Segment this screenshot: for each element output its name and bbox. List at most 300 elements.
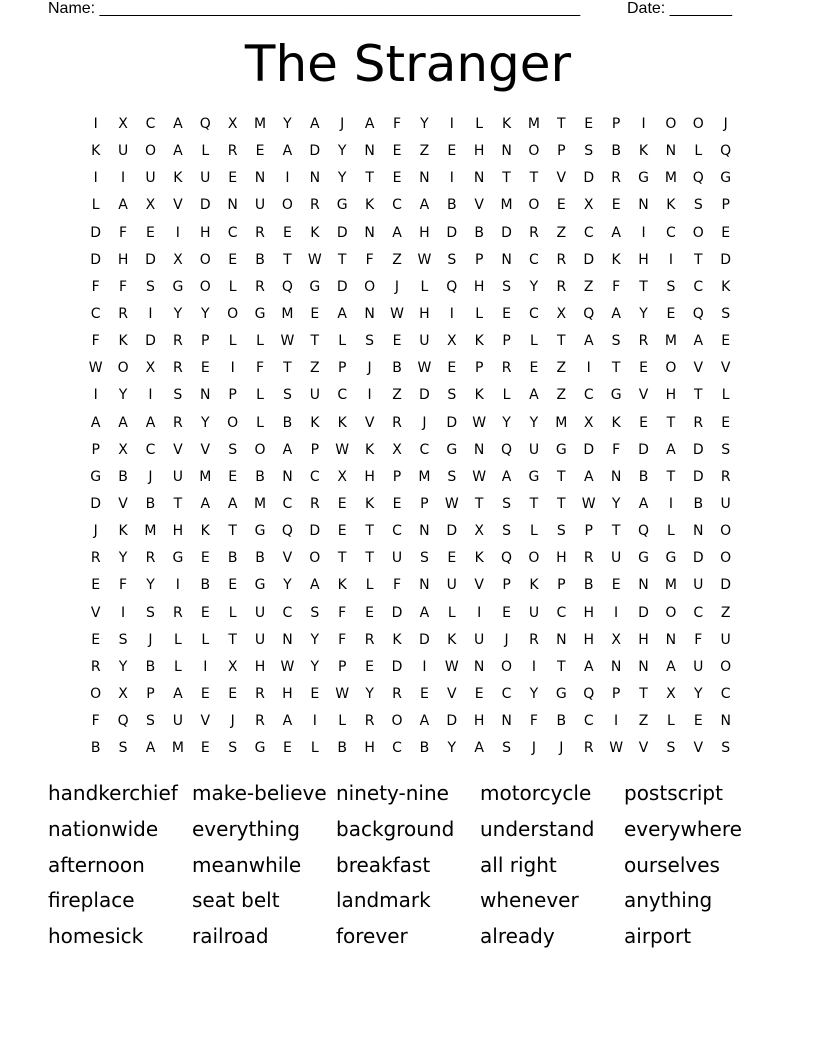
grid-letter: F (338, 604, 347, 621)
grid-letter: A (611, 305, 621, 322)
grid-letter: C (392, 197, 402, 214)
grid-letter: X (666, 685, 676, 702)
grid-letter: B (583, 577, 594, 594)
grid-letter: Y (118, 387, 128, 404)
grid-letter: N (473, 441, 485, 458)
grid-letter: I (93, 387, 98, 404)
grid-letter: B (446, 197, 457, 214)
grid-letter: L (201, 143, 210, 160)
grid-letter: E (310, 685, 320, 702)
grid-letter: G (528, 468, 540, 485)
grid-letter: B (145, 495, 156, 512)
word-list-item: motorcycle (480, 781, 592, 805)
grid-letter: T (529, 170, 539, 187)
grid-letter: B (693, 495, 704, 512)
grid-letter: T (557, 116, 566, 132)
grid-letter: T (557, 658, 566, 675)
grid-letter: L (666, 523, 675, 540)
grid-letter: O (117, 360, 129, 377)
grid-letter: D (720, 251, 732, 268)
grid-letter: Q (583, 685, 595, 702)
letter-grid (82, 111, 739, 762)
grid-letter: E (228, 170, 238, 187)
grid-letter: M (418, 468, 431, 485)
grid-letter: O (227, 414, 239, 431)
grid-letter: Y (529, 278, 539, 295)
grid-letter: A (90, 414, 101, 431)
grid-letter: A (145, 740, 156, 757)
grid-letter: K (200, 523, 210, 540)
grid-letter: A (227, 495, 238, 512)
grid-letter: E (693, 713, 703, 730)
grid-letter: K (529, 577, 539, 594)
grid-letter: L (721, 387, 730, 404)
grid-letter: I (449, 116, 454, 132)
grid-letter: E (228, 251, 238, 268)
grid-letter: E (91, 577, 101, 594)
grid-letter: E (666, 305, 676, 322)
grid-letter: E (200, 685, 210, 702)
grid-letter: C (392, 523, 402, 540)
grid-letter: X (583, 197, 594, 214)
grid-letter: C (90, 305, 101, 322)
grid-letter: K (666, 197, 676, 214)
grid-letter: I (230, 360, 235, 377)
grid-letter: V (118, 495, 128, 512)
grid-letter: W (417, 251, 432, 268)
grid-letter: M (664, 333, 677, 350)
grid-letter: S (447, 468, 457, 485)
grid-letter: V (638, 740, 649, 757)
grid-letter: D (446, 224, 458, 241)
word-list-item: homesick (48, 924, 144, 949)
grid-letter: B (337, 740, 348, 757)
grid-letter: E (146, 224, 155, 241)
grid-letter: O (528, 197, 540, 214)
grid-letter: F (119, 577, 128, 594)
grid-letter: G (90, 468, 102, 485)
grid-letter: D (446, 414, 458, 431)
grid-letter: T (474, 495, 484, 512)
grid-letter: I (121, 604, 126, 621)
grid-letter: W (280, 333, 295, 350)
grid-letter: B (474, 224, 484, 241)
grid-letter: P (337, 360, 347, 377)
grid-letter: Y (283, 116, 292, 132)
grid-letter: D (90, 251, 102, 268)
grid-letter: Y (447, 740, 457, 757)
grid-letter: X (145, 360, 156, 377)
grid-letter: A (419, 713, 430, 730)
grid-letter: N (473, 658, 485, 675)
grid-letter: O (199, 251, 211, 268)
grid-letter: T (337, 550, 347, 567)
grid-letter: C (693, 604, 704, 621)
grid-letter: R (501, 360, 512, 377)
grid-letter: K (392, 631, 402, 648)
grid-letter: D (446, 523, 458, 540)
grid-letter: O (391, 713, 403, 730)
grid-letter: L (256, 414, 264, 431)
grid-letter: G (665, 550, 677, 567)
grid-letter: S (447, 251, 457, 268)
grid-letter: U (720, 631, 731, 648)
grid-letter: D (446, 713, 458, 730)
grid-letter: W (472, 468, 487, 485)
grid-letter: O (665, 604, 677, 621)
grid-letter: Q (446, 278, 458, 295)
grid-letter: W (417, 360, 432, 377)
grid-letter: F (392, 577, 402, 594)
word-list-item: everywhere (624, 816, 742, 841)
grid-letter: L (228, 604, 237, 621)
grid-letter: H (473, 713, 485, 730)
grid-letter: N (610, 658, 622, 675)
grid-letter: P (91, 441, 100, 458)
grid-letter: Y (200, 305, 210, 322)
grid-letter: S (502, 495, 511, 512)
grid-letter: T (502, 170, 511, 187)
grid-letter: U (254, 631, 266, 648)
grid-letter: E (556, 197, 566, 214)
grid-letter: N (556, 631, 567, 648)
grid-letter: M (253, 495, 267, 512)
grid-letter: G (309, 278, 321, 295)
grid-letter: K (365, 441, 375, 458)
grid-letter: T (666, 414, 676, 431)
grid-letter: S (146, 278, 155, 295)
grid-letter: T (611, 360, 621, 377)
grid-letter: T (694, 387, 703, 404)
grid-letter: D (90, 495, 102, 512)
grid-letter: D (336, 278, 348, 295)
grid-letter: U (200, 170, 211, 187)
grid-letter: I (175, 577, 180, 594)
grid-letter: X (337, 468, 347, 485)
word-list-item: make-believe (192, 781, 327, 805)
grid-letter: C (419, 441, 430, 458)
grid-letter: N (720, 713, 731, 730)
grid-letter: W (335, 441, 350, 458)
grid-letter: Y (529, 685, 539, 702)
grid-letter: P (337, 658, 347, 675)
grid-letter: W (88, 360, 103, 377)
grid-letter: O (309, 550, 321, 567)
grid-letter: C (583, 387, 594, 404)
grid-letter: V (474, 577, 484, 594)
grid-letter: J (559, 740, 564, 757)
grid-letter: A (364, 116, 375, 132)
grid-letter: O (144, 143, 156, 160)
grid-letter: V (556, 170, 567, 187)
grid-letter: P (611, 116, 621, 132)
grid-letter: N (638, 197, 649, 214)
grid-letter: V (90, 604, 101, 621)
grid-letter: R (529, 224, 539, 241)
grid-letter: G (254, 577, 266, 594)
grid-letter: E (283, 740, 292, 757)
grid-letter: F (91, 278, 100, 295)
grid-letter: C (282, 604, 293, 621)
grid-letter: M (199, 468, 212, 485)
grid-letter: M (171, 740, 184, 757)
grid-letter: Z (419, 143, 430, 160)
grid-letter: Y (639, 305, 648, 322)
grid-letter: N (665, 631, 677, 648)
grid-letter: Z (392, 387, 402, 404)
grid-letter: R (173, 414, 183, 431)
grid-letter: E (502, 604, 511, 621)
grid-letter: T (228, 631, 237, 648)
word-list-item: seat belt (192, 888, 280, 913)
grid-letter: S (721, 740, 731, 757)
grid-letter: R (556, 278, 567, 295)
grid-letter: A (392, 224, 402, 241)
grid-letter: X (118, 685, 128, 702)
grid-letter: N (309, 170, 321, 187)
page-title: The Stranger (244, 35, 572, 93)
grid-letter: W (390, 305, 404, 322)
word-list-item: postscript (624, 781, 723, 805)
grid-letter: S (365, 333, 375, 350)
grid-letter: D (583, 441, 595, 458)
grid-letter: B (145, 658, 156, 675)
grid-letter: L (201, 631, 210, 648)
grid-letter: R (611, 170, 621, 187)
grid-letter: S (502, 740, 511, 757)
grid-letter: F (119, 224, 128, 241)
grid-letter: G (254, 523, 266, 540)
grid-letter: V (200, 713, 211, 730)
grid-letter: L (475, 305, 484, 322)
grid-letter: T (557, 468, 566, 485)
grid-letter: A (145, 414, 156, 431)
grid-letter: O (528, 143, 540, 160)
grid-letter: H (638, 251, 649, 268)
grid-letter: U (693, 577, 704, 594)
grid-letter: L (228, 278, 237, 295)
grid-letter: S (584, 143, 594, 160)
grid-letter: U (117, 143, 129, 160)
grid-letter: L (256, 333, 264, 350)
grid-letter: O (501, 658, 513, 675)
grid-letter: S (228, 441, 238, 458)
grid-letter: X (474, 523, 484, 540)
grid-letter: G (254, 305, 266, 322)
grid-letter: R (583, 550, 594, 567)
grid-letter: H (473, 278, 485, 295)
grid-letter: I (312, 713, 317, 730)
grid-letter: S (146, 604, 155, 621)
grid-letter: N (419, 523, 430, 540)
grid-letter: Y (118, 658, 128, 675)
grid-letter: H (473, 143, 485, 160)
grid-letter: I (641, 116, 646, 132)
grid-letter: N (200, 387, 211, 404)
grid-letter: Y (420, 116, 429, 132)
grid-letter: S (693, 197, 703, 214)
grid-letter: S (666, 740, 676, 757)
grid-letter: W (280, 658, 295, 675)
grid-letter: E (200, 740, 210, 757)
grid-letter: F (338, 631, 347, 648)
grid-letter: R (556, 251, 567, 268)
grid-letter: J (504, 631, 509, 648)
grid-letter: A (337, 305, 347, 322)
grid-letter: R (145, 550, 156, 567)
grid-letter: O (199, 278, 211, 295)
grid-letter: O (281, 197, 293, 214)
grid-letter: O (665, 116, 677, 132)
grid-letter: L (475, 116, 484, 132)
grid-letter: Y (529, 414, 539, 431)
name-field-label: Name: ______________________________________________________ (48, 0, 581, 17)
grid-letter: B (282, 414, 293, 431)
grid-letter: L (420, 278, 429, 295)
grid-letter: Q (199, 116, 211, 132)
grid-letter: A (118, 197, 128, 214)
word-list-item: understand (480, 816, 595, 841)
grid-letter: L (365, 577, 374, 594)
grid-letter: D (199, 197, 211, 214)
grid-letter: O (364, 278, 376, 295)
grid-letter: K (337, 577, 347, 594)
grid-letter: U (309, 387, 320, 404)
grid-letter: O (665, 360, 677, 377)
grid-letter: F (392, 116, 402, 132)
grid-letter: M (664, 170, 677, 187)
grid-letter: E (529, 360, 539, 377)
grid-letter: Z (556, 360, 567, 377)
grid-letter: Z (638, 713, 649, 730)
grid-letter: B (392, 360, 402, 377)
grid-letter: O (528, 550, 540, 567)
grid-letter: A (282, 713, 293, 730)
grid-letter: L (338, 713, 347, 730)
grid-letter: E (365, 604, 375, 621)
grid-letter: T (365, 170, 374, 187)
grid-letter: E (337, 495, 347, 512)
grid-letter: Z (583, 278, 594, 295)
grid-letter: Q (117, 713, 129, 730)
grid-letter: Q (281, 523, 293, 540)
grid-letter: H (364, 468, 375, 485)
grid-letter: A (501, 468, 512, 485)
grid-letter: R (392, 685, 402, 702)
grid-letter: V (364, 414, 375, 431)
grid-letter: M (144, 523, 157, 540)
grid-letter: C (309, 468, 320, 485)
word-list-item: whenever (480, 888, 579, 913)
word-list-item: ourselves (624, 852, 720, 877)
grid-letter: C (583, 224, 594, 241)
grid-letter: P (502, 577, 511, 594)
grid-letter: Q (501, 550, 513, 567)
grid-letter: K (474, 550, 484, 567)
grid-letter: Z (392, 251, 402, 268)
grid-letter: R (583, 740, 594, 757)
grid-letter: W (444, 658, 459, 675)
grid-letter: H (638, 631, 649, 648)
grid-letter: Q (692, 170, 704, 187)
word-list-item: anything (624, 888, 713, 913)
grid-letter: M (664, 577, 677, 594)
grid-letter: C (337, 387, 348, 404)
grid-letter: E (91, 631, 101, 648)
grid-letter: K (721, 278, 731, 295)
grid-letter: V (446, 685, 457, 702)
grid-letter: W (609, 740, 624, 757)
grid-letter: F (612, 441, 621, 458)
grid-letter: T (283, 251, 292, 268)
grid-letter: K (118, 333, 128, 350)
grid-letter: H (172, 523, 184, 540)
grid-letter: A (419, 604, 430, 621)
grid-letter: H (364, 740, 375, 757)
grid-letter: R (90, 658, 101, 675)
grid-letter: F (91, 333, 100, 350)
grid-letter: E (228, 577, 238, 594)
header (48, 0, 748, 20)
grid-letter: D (309, 523, 321, 540)
grid-letter: M (281, 305, 294, 322)
grid-letter: X (392, 441, 402, 458)
grid-letter: H (583, 631, 594, 648)
grid-letter: A (282, 143, 293, 160)
grid-letter: W (307, 251, 322, 268)
grid-letter: K (365, 197, 375, 214)
grid-letter: S (447, 387, 457, 404)
grid-letter: C (282, 495, 293, 512)
grid-letter: N (254, 170, 266, 187)
grid-letter: T (557, 495, 566, 512)
grid-letter: Z (720, 604, 731, 621)
grid-letter: B (556, 713, 567, 730)
grid-letter: E (228, 685, 238, 702)
grid-letter: K (638, 143, 649, 160)
grid-letter: V (638, 387, 649, 404)
grid-letter: G (638, 550, 649, 567)
grid-letter: L (530, 523, 538, 540)
grid-letter: F (91, 713, 100, 730)
grid-letter: K (118, 523, 128, 540)
grid-letter: A (200, 495, 211, 512)
grid-letter: T (666, 468, 676, 485)
grid-letter: K (365, 495, 375, 512)
word-list-item: railroad (192, 924, 269, 949)
grid-letter: C (529, 305, 539, 322)
grid-letter: X (173, 251, 183, 268)
grid-letter: S (118, 631, 128, 648)
grid-letter: F (694, 631, 703, 648)
grid-letter: P (146, 685, 155, 702)
grid-letter: E (721, 333, 731, 350)
grid-letter: A (666, 658, 676, 675)
grid-letter: J (394, 278, 400, 295)
grid-letter: R (255, 713, 265, 730)
word-list-item: already (480, 924, 555, 949)
grid-letter: S (118, 740, 128, 757)
grid-letter: E (310, 305, 320, 322)
grid-letter: B (611, 143, 621, 160)
grid-letter: E (419, 685, 429, 702)
grid-letter: H (419, 305, 430, 322)
grid-letter: B (90, 740, 101, 757)
grid-letter: E (721, 224, 731, 241)
word-list-item: ninety-nine (336, 781, 449, 805)
grid-letter: L (502, 387, 511, 404)
word-list-item: handkerchief (48, 781, 178, 805)
